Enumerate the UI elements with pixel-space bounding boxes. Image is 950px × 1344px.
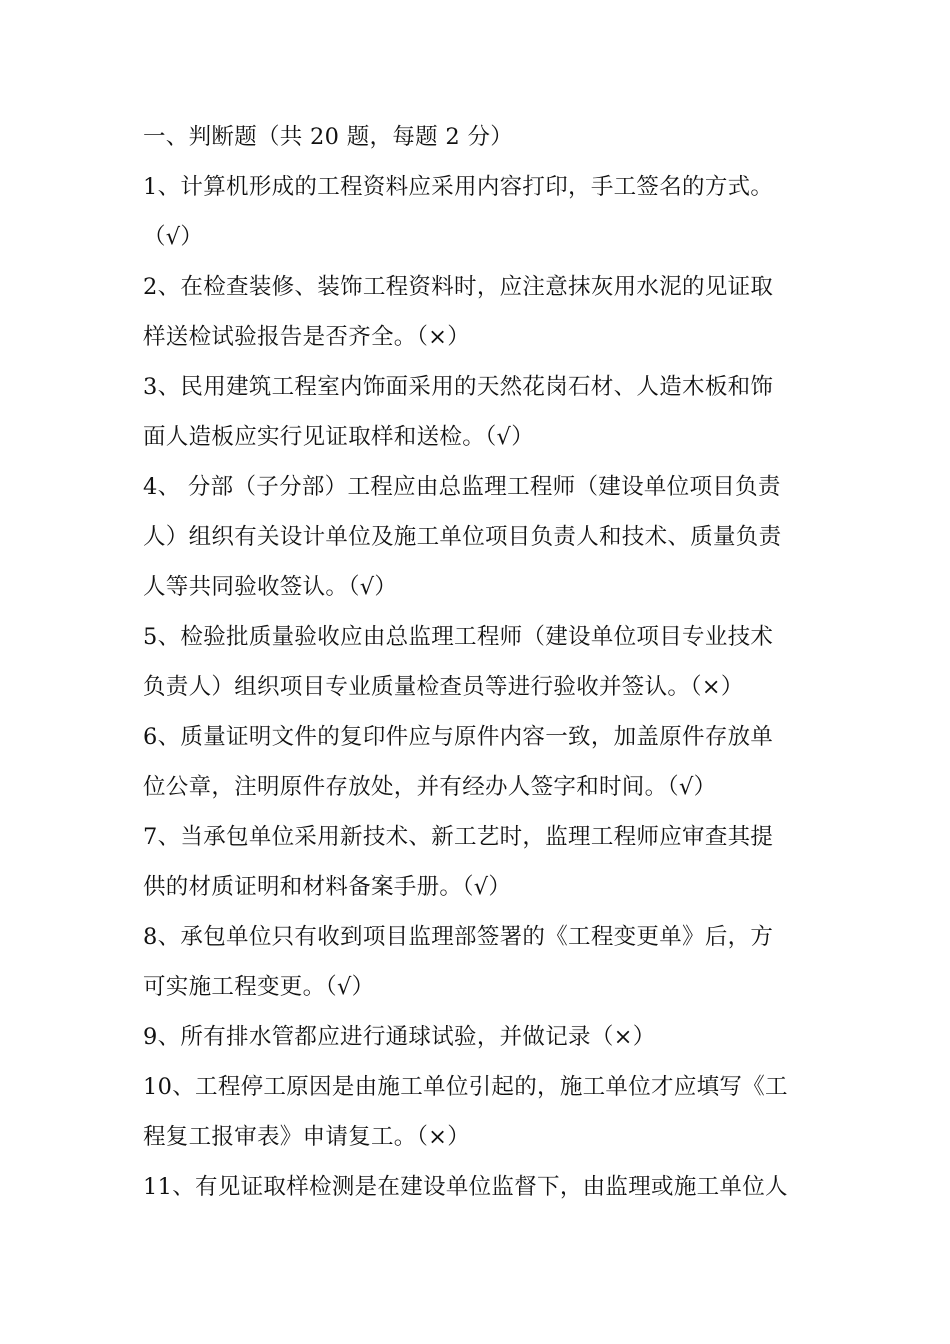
question-7	[143, 812, 815, 912]
question-line: 2、在检查装修、装饰工程资料时，应注意抹灰用水泥的见证取	[143, 274, 774, 300]
question-line: 人）组织有关设计单位及施工单位项目负责人和技术、质量负责	[143, 524, 782, 550]
question-line: 人等共同验收签认。（√）	[143, 574, 398, 600]
document-body	[143, 112, 815, 1212]
question-line: 供的材质证明和材料备案手册。（√）	[143, 874, 512, 900]
question-10	[143, 1062, 815, 1162]
question-1	[143, 162, 815, 262]
question-line: 4、 分部（子分部）工程应由总监理工程师（建设单位项目负责	[143, 474, 781, 500]
question-3	[143, 362, 815, 462]
question-8	[143, 912, 815, 1012]
question-6	[143, 712, 815, 812]
question-line: 11、有见证取样检测是在建设单位监督下，由监理或施工单位人	[143, 1174, 788, 1200]
question-9	[143, 1012, 815, 1062]
question-line: 5、检验批质量验收应由总监理工程师（建设单位项目专业技术	[143, 624, 774, 650]
question-5	[143, 612, 815, 712]
question-line: 3、民用建筑工程室内饰面采用的天然花岗石材、人造木板和饰	[143, 374, 774, 400]
question-line: 负责人）组织项目专业质量检查员等进行验收并签认。（×）	[143, 674, 744, 700]
question-line: 1、计算机形成的工程资料应采用内容打印，手工签名的方式。	[143, 174, 774, 200]
question-11	[143, 1162, 815, 1212]
question-line: 样送检试验报告是否齐全。（×）	[143, 324, 471, 350]
question-line: 8、承包单位只有收到项目监理部签署的《工程变更单》后，方	[143, 924, 774, 950]
question-line: 10、工程停工原因是由施工单位引起的，施工单位才应填写《工	[143, 1074, 788, 1100]
section-title: 一、判断题（共 20 题，每题 2 分）	[143, 124, 514, 150]
question-line: 7、当承包单位采用新技术、新工艺时，监理工程师应审查其提	[143, 824, 774, 850]
question-line: 程复工报审表》申请复工。（×）	[143, 1124, 471, 1150]
question-answer: （√）	[143, 224, 204, 250]
question-line: 9、所有排水管都应进行通球试验，并做记录（×）	[143, 1024, 656, 1050]
question-line: 可实施工程变更。（√）	[143, 974, 375, 1000]
question-2	[143, 262, 815, 362]
question-line: 位公章，注明原件存放处，并有经办人签字和时间。（√）	[143, 774, 717, 800]
question-line: 面人造板应实行见证取样和送检。（√）	[143, 424, 534, 450]
question-4	[143, 462, 815, 612]
question-line: 6、质量证明文件的复印件应与原件内容一致，加盖原件存放单	[143, 724, 774, 750]
